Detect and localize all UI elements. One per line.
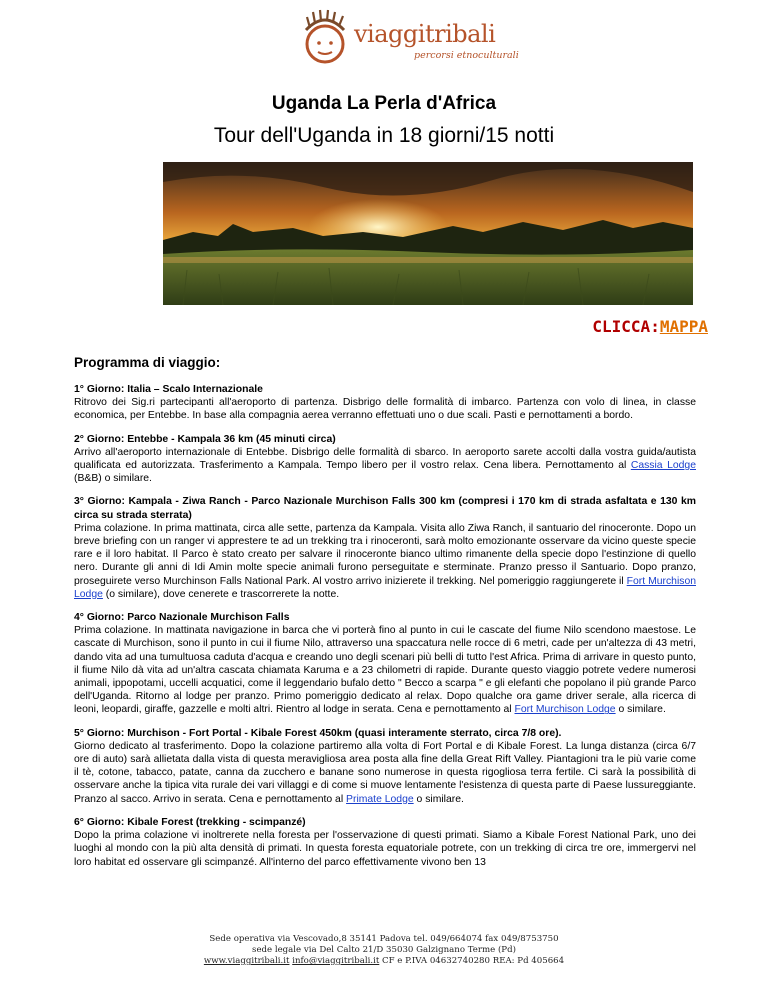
cassia-lodge-link[interactable]: Cassia Lodge: [630, 460, 696, 472]
website-link[interactable]: www.viaggitribali.it: [203, 956, 290, 966]
page-subtitle: Tour dell'Uganda in 18 giorni/15 notti: [213, 124, 555, 147]
day-heading: 4° Giorno: Parco Nazionale Murchison Falls: [74, 612, 290, 624]
day-6: [74, 816, 696, 869]
day-2: [74, 433, 696, 486]
day-text: Giorno dedicato al trasferimento. Dopo la colazione partiremo alla volta di Fort Portal e di Kibale Forest. La lunga distanza (circa 6/7 ore di auto) sarà allietata dalla vista di questa meravigliosa area posta alla fine della Great Rift Valley. Piantagioni tra le più varie come il tè, cotone, tabacco, patate, canna da zucchero e banane sono numerose in questa rigogliosa terra fertile. Ci sarà la possibilità di osservare anche la tipica vita rurale dei vari villaggi e di come si muove lentamente l'esistenza di questa parte di Paese lussureggiante. Pranzo al sacco. Arrivo in serata. Cena e pernottamento al: [74, 740, 696, 805]
day-text-end: o similare.: [615, 704, 666, 716]
day-heading: 6° Giorno: Kibale Forest (trekking - scimpanzé): [74, 816, 306, 828]
map-link[interactable]: [592, 317, 708, 336]
day-text-end: (o similare), dove cenerete e trascorrerete la notte.: [102, 588, 340, 600]
logo-name: viaggitribali: [354, 20, 496, 48]
hero-image: [163, 162, 693, 305]
day-5: [74, 727, 696, 806]
page-title: Uganda La Perla d'Africa: [271, 93, 497, 114]
day-3: [74, 495, 696, 601]
day-text: Prima colazione. In prima mattinata, circa alle sette, partenza da Kampala. Visita allo Ziwa Ranch, il santuario del rinoceronte. Dopo un breve briefing con un ranger vi apprestere te ad un trekking tra i rinoceronti, sarà molto emozionante osservare da vicino queste specie rare e il loro habitat. Il Parco è stato creato per salvare il rinoceronte bianco ultimo rimanente della specie dopo l'estinzione di quello nero. Durante gli anni di Idi Amin molte specie animali furono perseguitate e sterminate. Pranzo presso il Santuario. Dopo pranzo, proseguirete verso Murchinson Falls National Park. Al vostro arrivo inizierete il trekking. Nel pomeriggio raggiungerete il: [74, 522, 696, 587]
logo-tagline: percorsi etnoculturali: [414, 50, 519, 61]
fort-murchison-lodge-link[interactable]: Fort Murchison Lodge: [74, 575, 696, 600]
itinerary: [74, 383, 696, 879]
day-text: Dopo la prima colazione vi inoltrerete nella foresta per l'osservazione di questi primati. Siamo a Kibale Forest National Park, uno dei luoghi al mondo con la più alta densità di primati. In questa foresta equatoriale potrete, con un trekking di circa tre ore, immergervi nel loro habitat ed osservare gli scimpanzé. All'interno del parco effettivamente vivono ben 13: [74, 830, 696, 868]
day-heading: 2° Giorno: Entebbe - Kampala 36 km (45 minuti circa): [74, 433, 336, 445]
day-1: [74, 383, 696, 423]
day-text-end: (B&B) o similare.: [74, 473, 152, 485]
primate-lodge-link[interactable]: Primate Lodge: [346, 793, 414, 805]
footer: [0, 934, 768, 967]
footer-legal: sede legale via Del Calto 21/D 35030 Galzignano Terme (Pd): [252, 945, 516, 955]
email-link[interactable]: info@viaggitribali.it: [292, 956, 380, 966]
brand-logo: [296, 8, 526, 68]
day-4: [74, 611, 696, 717]
fort-murchison-lodge-link[interactable]: Fort Murchison Lodge: [514, 704, 616, 716]
footer-address: Sede operativa via Vescovado,8 35141 Padova tel. 049/664074 fax 049/8753750: [209, 934, 559, 944]
day-text: Prima colazione. In mattinata navigazione in barca che vi porterà fino al punto in cui le cascate del fiume Nilo scendono maestose. Le cascate di Murchison, sono il punto in cui il fiume Nilo, attraverso una spaccatura nelle rocce di 6 metri, cade per un'altezza di 43 metri, dando vita ad una tumultuosa caduta d'acqua e creando uno degli scenari più belli di tutto l'est Africa. Prima di arrivare in questo punto, il fiume Nilo dà vita ad un'altra cascata chiamata Karuma e a 23 chilometri di rapide. Durante questo viaggio potrete vedere numerosi animali, ippopotami, uccelli acquatici, come il leggendario bufalo detto " Becco a scarpa " e gli elefanti che popolano il più grande Parco dell'Uganda. Ritorno al lodge per pranzo. Primo pomeriggio dedicato al relax. Dopo qualche ora game driver serale, alla ricerca di leoni, leopardi, giraffe, gazzelle e molti altri. Rientro al lodge in serata. Cena e pernottamento al: [74, 625, 696, 716]
footer-contacts: [0, 956, 768, 967]
map-link-text[interactable]: MAPPA: [659, 317, 708, 336]
day-heading: 3° Giorno: Kampala - Ziwa Ranch - Parco Nazionale Murchison Falls 300 km (compresi i 170 km di strada asfaltata e 130 km circa su strada sterrata): [74, 496, 696, 521]
footer-tax-info: CF e P.IVA 04632740280 REA: Pd 405664: [379, 956, 565, 966]
day-text-end: o similare.: [413, 793, 464, 805]
tribal-face-icon: [296, 8, 354, 68]
day-heading: 1° Giorno: Italia – Scalo Internazionale: [74, 384, 263, 395]
section-title: Programma di viaggio:: [74, 355, 221, 370]
map-link-label: CLICCA:: [592, 317, 660, 336]
day-heading: 5° Giorno: Murchison - Fort Portal - Kibale Forest 450km (quasi interamente sterrato, circa 7/8 ore).: [74, 727, 562, 739]
day-text: Arrivo all'aeroporto internazionale di Entebbe. Disbrigo delle formalità di sbarco. In aeroporto sarete accolti dalla vostra guida/autista qualificata ed autorizzata. Trasferimento a Kampala. Tempo libero per il vostro relax. Cena libera. Pernottamento al: [74, 446, 696, 472]
day-text: Ritrovo dei Sig.ri partecipanti all'aeroporto di partenza. Disbrigo delle formalità di imbarco. Partenza con volo di linea, in classe economica, per Entebbe. In base alla compagnia aerea verranno effettuati uno o due scali. Pasti e pernottamenti a bordo.: [74, 397, 696, 422]
